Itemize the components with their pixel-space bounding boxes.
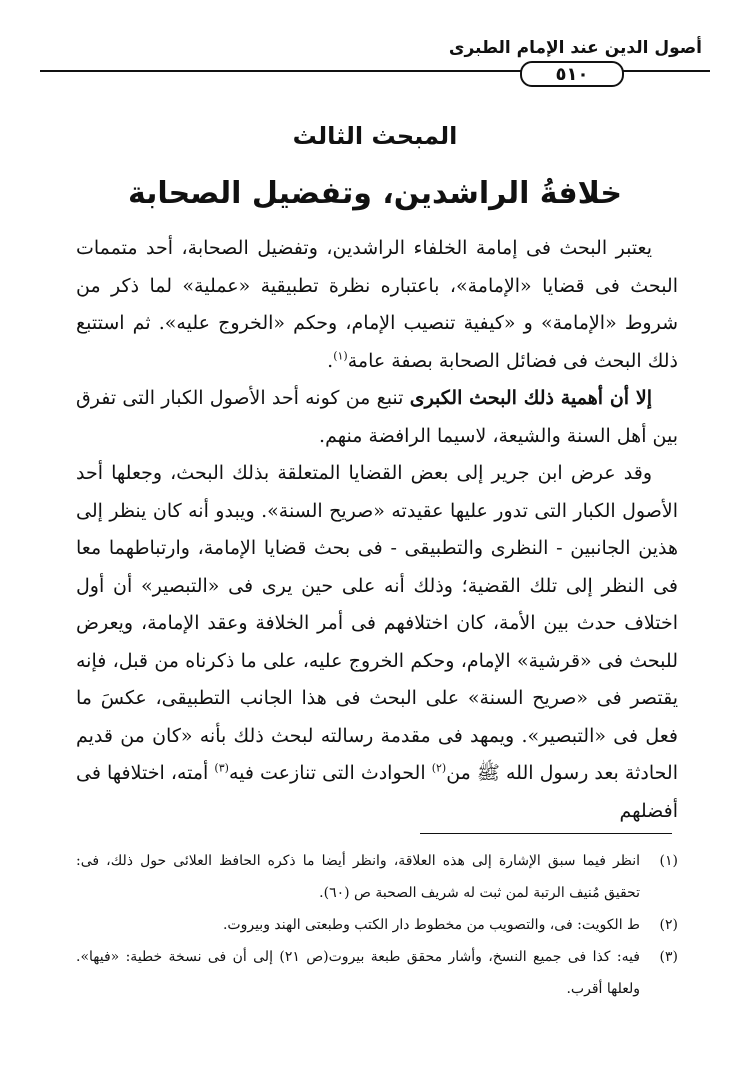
paragraph-text: الحوادث التى تنازعت فيه [228, 762, 432, 784]
paragraph-text: أمته، اختلافها فى أفضلهم [76, 762, 678, 822]
section-heading: المبحث الثالث [292, 122, 458, 150]
footnote-text: ط الكويت: فى، والتصويب من مخطوط دار الكتب وطبعتى الهند وبيروت. [222, 917, 640, 933]
bold-lead: إلا أن أهمية ذلك البحث الكبرى [409, 387, 652, 409]
running-header-title: أصول الدين عند الإمام الطبرى [448, 38, 702, 58]
footnote-number: (٢) [659, 917, 678, 933]
paragraph-text: تنبع من كونه أحد الأصول الكبار التى تفرق بين أهل السنة والشيعة، لاسيما الرافضة منهم. [76, 387, 678, 447]
footnote-2 [76, 909, 678, 941]
page-number: ٥١٠ [520, 61, 624, 87]
footnote-separator [420, 833, 672, 834]
paragraph-2 [76, 380, 678, 455]
paragraph-text: . [327, 349, 334, 372]
paragraph-3 [76, 455, 678, 830]
footnote-text: انظر فيما سبق الإشارة إلى هذه العلاقة، وانظر أيضا ما ذكره الحافظ العلائى حول ذلك، فى: تحقيق مُنيف الرتبة لمن ثبت له شريف الصحبة ص (٦٠). [76, 853, 640, 901]
paragraph-text: وقد عرض ابن جرير إلى بعض القضايا المتعلقة بذلك البحث، وجعلها أحد الأصول الكبار التى تدور عليها عقيدته «صريح السنة». ويبدو أنه كان ينظر إلى هذين الجانبين - النظرى والتطبيقى - فى بحث قضايا الإمامة، وارتباطهما معا فى النظر إلى تلك القضية؛ وذلك أنه على حين يرى فى «التبصير» أن أول اختلاف حدث بين الأمة، كان اختلافهم فى أمر الخلافة وعقد الإمامة، ويعرض للبحث فى «قرشية» الإمام، وحكم الخروج عليه، على ما ذكرناه من قبل، فإنه يقتصر فى «صريح السنة» على البحث فى هذا الجانب التطبيقى، عكسَ ما فعل فى «التبصير». ويمهد فى مقدمة رسالته لبحث ذلك بأنه «كان من قديم الحادثة بعد رسول الله ﷺ من [76, 462, 678, 784]
footnote-text: فيه: كذا فى جميع النسخ، وأشار محقق طبعة بيروت(ص ٢١) إلى أن فى نسخة خطية: «فيها». ولعلها أقرب. [76, 949, 640, 997]
paragraph-1 [76, 230, 678, 380]
footnote-3 [76, 941, 678, 1005]
footnotes [76, 845, 678, 1005]
footnote-ref: (٢) [431, 761, 447, 775]
footnote-ref: (١) [333, 349, 348, 363]
chapter-title: خلافةُ الراشدين، وتفضيل الصحابة [127, 176, 623, 211]
footnote-1 [76, 845, 678, 909]
footnote-number: (٣) [659, 949, 678, 965]
footnote-ref: (٣) [214, 761, 229, 775]
body-text [76, 230, 678, 830]
paragraph-text: يعتبر البحث فى إمامة الخلفاء الراشدين، وتفضيل الصحابة، أحد متممات البحث فى قضايا «الإمامة»، باعتباره نظرة تطبيقية «عملية» لما ذكر من شروط «الإمامة» و «كيفية تنصيب الإمام، وحكم «الخروج عليه». ثم استتبع ذلك البحث فى فضائل الصحابة بصفة عامة [76, 237, 678, 372]
footnote-number: (١) [659, 853, 678, 869]
